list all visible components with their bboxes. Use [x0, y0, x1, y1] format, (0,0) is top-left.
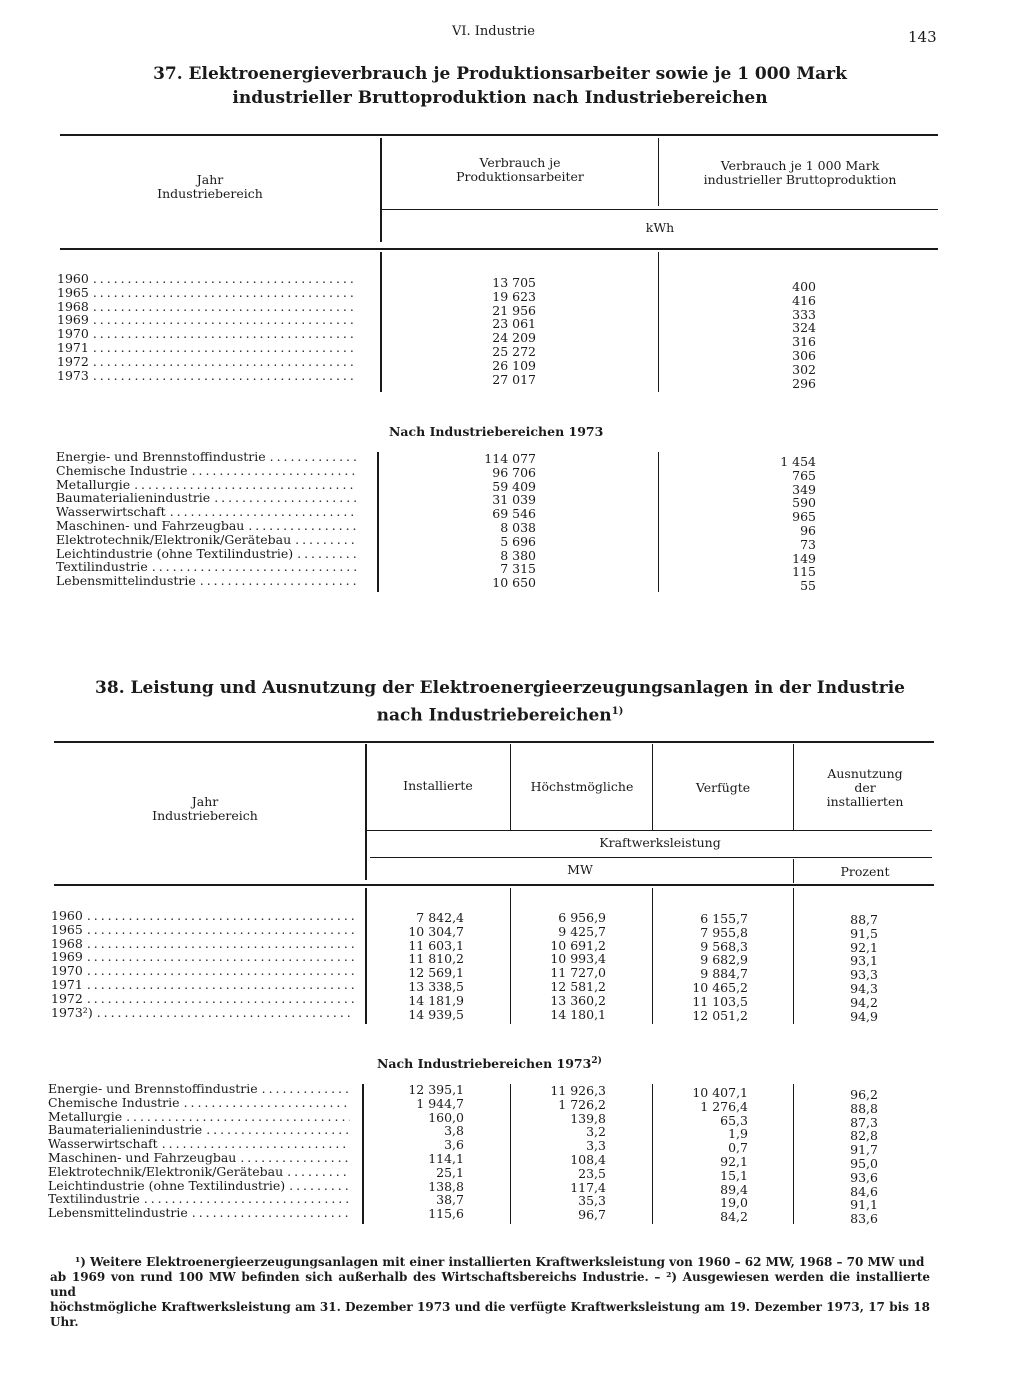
table-cell: 765 — [792, 468, 816, 483]
table-cell: 5 696 — [500, 534, 536, 549]
table-cell: 19 623 — [492, 289, 536, 304]
dot-leader — [93, 327, 357, 341]
dot-leader — [297, 547, 357, 561]
table-cell: 12 581,2 — [550, 979, 606, 994]
dot-leader — [87, 937, 354, 951]
table-37-branch-row — [56, 491, 357, 505]
dot-leader — [134, 478, 357, 492]
dot-leader — [87, 950, 354, 964]
col4-head-line3: installierten — [826, 794, 904, 809]
table-cell: 94,3 — [850, 981, 878, 996]
table-cell: 69 546 — [492, 507, 536, 521]
table-cell: 10 691,2 — [550, 938, 606, 953]
table-cell: 88,7 — [850, 913, 878, 927]
table-38-branch-row — [48, 1151, 350, 1165]
table-38-branch-row-label: Baumaterialienindustrie — [48, 1123, 203, 1138]
table-37-branch-row-label: Textilindustrie — [56, 560, 148, 575]
table-cell: 1 726,2 — [558, 1097, 606, 1112]
table-37-branch-row — [56, 533, 357, 547]
dot-leader — [240, 1151, 350, 1165]
table-38-branch-row-label: Leichtindustrie (ohne Textilindustrie) — [48, 1178, 286, 1193]
table-cell: 115,6 — [428, 1207, 464, 1221]
table-37-year-row-label: 1973 — [57, 368, 89, 383]
table-38-col2-head: Höchstmögliche — [530, 779, 634, 794]
table-cell: 349 — [792, 482, 816, 497]
table-cell: 92,1 — [850, 940, 878, 955]
table-37-branch-row-label: Maschinen- und Fahrzeugbau — [56, 518, 245, 533]
table-37-branch-row — [56, 547, 357, 561]
table-38-branch-row-label: Lebensmittelindustrie — [48, 1206, 188, 1220]
table-cell: 590 — [792, 496, 816, 511]
table-cell: 10 407,1 — [692, 1086, 748, 1100]
table-cell: 23 061 — [492, 317, 536, 332]
table-cell: 96 706 — [492, 465, 536, 480]
table-cell: 108,4 — [570, 1152, 606, 1167]
table-cell: 10 465,2 — [692, 980, 748, 995]
dot-leader — [152, 560, 357, 574]
table-37-branch-row — [56, 450, 357, 464]
table-37-unit: kWh — [645, 220, 675, 235]
table-38-group-head: Kraftwerksleistung — [599, 835, 721, 850]
table-cell: 11 810,2 — [408, 952, 464, 967]
table-cell: 1,9 — [728, 1127, 748, 1142]
table-cell: 24 209 — [492, 331, 536, 345]
table-37-year-row-label: 1968 — [57, 299, 89, 314]
table-cell: 160,0 — [428, 1110, 464, 1125]
table-cell: 139,8 — [570, 1111, 606, 1126]
col4-head-line1: Ausnutzung — [827, 766, 903, 781]
table-cell: 302 — [792, 362, 816, 377]
table-37-branch-col2 — [740, 455, 816, 593]
footnotes — [50, 1255, 930, 1330]
table-37-years-vline-1 — [380, 252, 382, 392]
table-37-branch-labels — [56, 450, 357, 588]
table-38-col4-head — [798, 767, 932, 809]
table-37-branch-row-label: Baumaterialienindustrie — [56, 491, 211, 506]
table-38-stub-head — [95, 795, 315, 823]
dot-leader — [87, 978, 354, 992]
dot-leader — [248, 519, 357, 533]
table-38-year-row — [51, 937, 354, 951]
col2-head-line1: Verbrauch je 1 000 Mark — [720, 158, 880, 173]
dot-leader — [93, 300, 357, 314]
table-37-title — [60, 62, 940, 110]
table-cell: 296 — [792, 376, 816, 391]
table-cell: 89,4 — [720, 1182, 748, 1197]
dot-leader — [93, 286, 357, 300]
table-cell: 6 155,7 — [700, 912, 748, 926]
table-cell: 91,5 — [850, 926, 878, 941]
table-cell: 9 568,3 — [700, 939, 748, 954]
table-38-col1-head: Installierte — [403, 778, 473, 793]
table-38-branch-row — [48, 1096, 350, 1110]
table-37-branch-row-label: Metallurgie — [56, 477, 131, 492]
table-cell: 14 180,1 — [550, 1007, 606, 1022]
table-38-branch-vline-4 — [793, 1084, 794, 1224]
table-37-col2-head — [670, 159, 930, 187]
table-cell: 25,1 — [436, 1165, 464, 1180]
table-cell: 15,1 — [720, 1168, 748, 1183]
table-38-branch-row-label: Energie- und Brennstoffindustrie — [48, 1082, 258, 1096]
dot-leader — [287, 1165, 350, 1179]
table-cell: 25 272 — [492, 344, 536, 359]
table-38-years-vline-1 — [365, 888, 367, 1024]
table-37-year-row — [57, 355, 357, 369]
table-cell: 11 603,1 — [408, 938, 464, 953]
table-cell: 96,7 — [578, 1208, 606, 1222]
dot-leader — [200, 574, 357, 588]
table-38-branch-row-label: Textilindustrie — [48, 1192, 140, 1207]
table-38-years-vline-2 — [510, 888, 511, 1024]
table-cell: 93,3 — [850, 968, 878, 982]
dot-leader — [270, 450, 357, 464]
table-cell: 14 181,9 — [408, 993, 464, 1008]
table-37-subheading: Nach Industriebereichen 1973 — [389, 424, 604, 439]
table-38-year-row-label: 1965 — [51, 922, 83, 937]
table-37-year-col1 — [440, 276, 536, 386]
dot-leader — [93, 369, 357, 383]
dot-leader — [184, 1096, 350, 1110]
table-38-branch-labels — [48, 1082, 350, 1220]
table-38-branch-vline-3 — [652, 1084, 653, 1224]
table-37-branch-row-label: Lebensmittelindustrie — [56, 574, 196, 588]
table-38-title-line2 — [60, 700, 940, 728]
stub-head-year: Jahr — [196, 172, 224, 187]
table-cell: 12 395,1 — [408, 1083, 464, 1097]
table-37-year-row-label: 1972 — [57, 354, 89, 369]
table-cell: 93,1 — [850, 954, 878, 969]
table-cell: 21 956 — [492, 303, 536, 318]
table-cell: 91,1 — [850, 1198, 878, 1213]
table-38-vline-2 — [510, 744, 511, 830]
footnote-line-1: ¹) Weitere Elektroenergieerzeugungsanlagen mit einer installierten Kraftwerksleistung von 1960 – 62 MW, 1968 – 70 MW und — [75, 1255, 925, 1269]
table-cell: 1 276,4 — [700, 1099, 748, 1114]
table-cell: 3,8 — [444, 1124, 464, 1139]
table-cell: 7 315 — [500, 562, 536, 577]
table-cell: 9 884,7 — [700, 967, 748, 981]
table-38-branch-row — [48, 1165, 350, 1179]
table-38-branch-row — [48, 1206, 350, 1220]
table-cell: 23,5 — [578, 1166, 606, 1181]
table-38-years-vline-3 — [652, 888, 653, 1024]
table-38-branch-row — [48, 1179, 350, 1193]
table-cell: 94,2 — [850, 995, 878, 1010]
table-38-year-row-label: 1970 — [51, 964, 83, 978]
table-38-branch-col4 — [810, 1088, 878, 1226]
table-37-unit-rule — [382, 209, 938, 210]
table-cell: 95,0 — [850, 1156, 878, 1171]
footnote-ref-1: 1) — [611, 706, 624, 717]
table-37-year-col2 — [740, 280, 816, 390]
table-38-year-row — [51, 964, 354, 978]
dot-leader — [87, 964, 354, 978]
table-37-years-vline-2 — [658, 252, 659, 392]
table-37-branch-row-label: Leichtindustrie (ohne Textilindustrie) — [56, 546, 294, 561]
table-37-branch-vline-2 — [658, 452, 659, 592]
table-cell: 83,6 — [850, 1212, 878, 1226]
table-cell: 1 454 — [780, 455, 816, 469]
dot-leader — [206, 1123, 350, 1137]
table-cell: 306 — [792, 348, 816, 363]
table-37-year-row — [57, 341, 357, 355]
table-37-branch-row-label: Wasserwirtschaft — [56, 505, 166, 519]
table-38-subheading — [377, 1056, 602, 1071]
table-37-branch-row — [56, 574, 357, 588]
table-cell: 11 103,5 — [692, 994, 748, 1009]
table-cell: 73 — [800, 537, 816, 552]
table-cell: 55 — [800, 579, 816, 593]
table-cell: 1 944,7 — [416, 1096, 464, 1111]
table-38-group-rule — [367, 830, 932, 831]
dot-leader — [170, 505, 357, 519]
table-38-years-vline-4 — [793, 888, 794, 1024]
dot-leader — [262, 1082, 350, 1096]
table-37-top-rule — [60, 134, 938, 136]
dot-leader — [192, 1206, 350, 1220]
table-cell: 114,1 — [428, 1151, 464, 1166]
table-37-year-row — [57, 300, 357, 314]
table-38-branch-row — [48, 1123, 350, 1137]
table-38-branch-vline-1 — [362, 1084, 364, 1224]
table-cell: 96 — [800, 523, 816, 538]
table-38-branch-vline-2 — [510, 1084, 511, 1224]
table-38-year-row — [51, 909, 354, 923]
table-cell: 8 380 — [500, 548, 536, 563]
dot-leader — [192, 464, 357, 478]
table-37-year-row — [57, 313, 357, 327]
table-37-branch-vline-1 — [377, 452, 379, 592]
table-cell: 10 993,4 — [550, 952, 606, 967]
table-37-branch-row-label: Elektrotechnik/Elektronik/Gerätebau — [56, 532, 292, 547]
table-38-branch-row-label: Chemische Industrie — [48, 1095, 180, 1110]
dot-leader — [126, 1110, 350, 1124]
table-cell: 38,7 — [436, 1193, 464, 1208]
table-37-branch-row — [56, 560, 357, 574]
table-cell: 13 705 — [492, 276, 536, 290]
footnote-line-3: höchstmögliche Kraftwerksleistung am 31. Dezember 1973 und die verfügte Kraftwerksleistung am 19. Dezember 1973, 17 bis 18 Uhr. — [50, 1300, 930, 1329]
dot-leader — [93, 272, 357, 286]
table-37-year-row-label: 1969 — [57, 313, 89, 328]
table-38-unit-rule — [370, 857, 932, 858]
table-cell: 8 038 — [500, 520, 536, 535]
table-38-year-row-label: 1972 — [51, 991, 83, 1006]
table-38-branch-row — [48, 1137, 350, 1151]
col1-head-line1: Verbrauch je — [479, 155, 561, 170]
table-38-vline-1 — [365, 744, 367, 880]
dot-leader — [97, 1006, 354, 1020]
table-37-year-row — [57, 369, 357, 383]
table-38-branch-row — [48, 1192, 350, 1206]
table-37-title-line2: industrieller Bruttoproduktion nach Industriebereichen — [232, 88, 768, 108]
footnote-ref-2: 2) — [591, 1056, 602, 1066]
table-38-branch-row-label: Metallurgie — [48, 1109, 123, 1124]
col4-head-line2: der — [854, 780, 876, 795]
table-38-year-row — [51, 978, 354, 992]
dot-leader — [289, 1179, 350, 1193]
table-38-branch-col2 — [520, 1084, 606, 1222]
table-38-branch-row-label: Elektrotechnik/Elektronik/Gerätebau — [48, 1164, 284, 1179]
table-cell: 7 842,4 — [416, 911, 464, 925]
table-cell: 10 650 — [492, 576, 536, 590]
table-cell: 19,0 — [720, 1196, 748, 1211]
table-37-branch-col1 — [440, 452, 536, 590]
table-cell: 12 569,1 — [408, 966, 464, 980]
table-38-year-row-label: 1960 — [51, 909, 83, 923]
table-cell: 91,7 — [850, 1143, 878, 1157]
table-38-unit-percent: Prozent — [840, 864, 890, 879]
table-cell: 3,3 — [586, 1139, 606, 1153]
table-37-year-row-label: 1970 — [57, 327, 89, 341]
table-38-year-col1 — [380, 911, 464, 1021]
dot-leader — [93, 313, 357, 327]
table-cell: 96,2 — [850, 1088, 878, 1102]
table-cell: 0,7 — [728, 1141, 748, 1155]
table-38-branch-col3 — [660, 1086, 748, 1224]
table-cell: 59 409 — [492, 479, 536, 494]
table-cell: 84,6 — [850, 1184, 878, 1199]
table-cell: 82,8 — [850, 1129, 878, 1144]
table-cell: 13 338,5 — [408, 979, 464, 994]
table-37-stub-head — [100, 173, 320, 201]
table-cell: 13 360,2 — [550, 993, 606, 1008]
table-37-year-row-label: 1965 — [57, 285, 89, 300]
table-38-head-rule — [54, 884, 934, 886]
page-number: 143 — [908, 28, 937, 46]
table-38-unit-mw: MW — [567, 862, 593, 877]
table-38-vline-3 — [652, 744, 653, 830]
table-37-vline-1 — [380, 138, 382, 242]
table-cell: 93,6 — [850, 1170, 878, 1185]
table-38-branch-row — [48, 1110, 350, 1124]
table-cell: 10 304,7 — [408, 924, 464, 939]
table-cell: 316 — [792, 335, 816, 349]
table-cell: 9 425,7 — [558, 924, 606, 939]
table-38-year-row-label: 1969 — [51, 950, 83, 965]
table-cell: 400 — [792, 280, 816, 294]
table-cell: 92,1 — [720, 1154, 748, 1169]
table-cell: 12 051,2 — [692, 1008, 748, 1023]
table-37-vline-2 — [658, 138, 659, 206]
table-37-branch-row — [56, 519, 357, 533]
table-38-branch-col1 — [380, 1083, 464, 1221]
table-38-title-line1: 38. Leistung und Ausnutzung der Elektroenergieerzeugungsanlagen in der Industrie — [95, 678, 905, 698]
table-37-branch-row — [56, 464, 357, 478]
table-37-branch-row — [56, 505, 357, 519]
table-38-subheading-text: Nach Industriebereichen 1973 — [377, 1056, 592, 1072]
table-37-year-labels — [57, 272, 357, 382]
table-cell: 14 939,5 — [408, 1007, 464, 1022]
table-38-year-row-label: 1971 — [51, 977, 83, 992]
table-cell: 65,3 — [720, 1113, 748, 1128]
table-38-branch-row — [48, 1082, 350, 1096]
table-38-year-row — [51, 1006, 354, 1020]
dot-leader — [295, 533, 357, 547]
table-cell: 416 — [792, 293, 816, 308]
table-cell: 84,2 — [720, 1210, 748, 1224]
table-38-branch-row-label: Wasserwirtschaft — [48, 1137, 158, 1151]
table-cell: 324 — [792, 321, 816, 336]
table-cell: 94,9 — [850, 1009, 878, 1024]
table-38-year-row — [51, 992, 354, 1006]
table-38-year-row — [51, 923, 354, 937]
col1-head-line2: Produktionsarbeiter — [456, 169, 584, 184]
table-cell: 87,3 — [850, 1115, 878, 1130]
stub-head-branch-38: Industriebereich — [152, 808, 258, 823]
table-37-year-row — [57, 327, 357, 341]
dot-leader — [93, 355, 357, 369]
table-cell: 35,3 — [578, 1194, 606, 1209]
table-38-year-row-label: 1968 — [51, 936, 83, 951]
table-cell: 138,8 — [428, 1179, 464, 1194]
table-cell: 9 682,9 — [700, 953, 748, 968]
table-cell: 149 — [792, 551, 816, 566]
table-38-year-row-label: 1973²) — [51, 1005, 93, 1020]
table-38-branch-row-label: Maschinen- und Fahrzeugbau — [48, 1150, 237, 1165]
footnote-line-2: ab 1969 von rund 100 MW befinden sich außerhalb des Wirtschaftsbereichs Industrie. – ²) Ausgewiesen werden die installierte und — [50, 1270, 930, 1299]
dot-leader — [93, 341, 357, 355]
table-cell: 3,2 — [586, 1125, 606, 1140]
table-38-year-row — [51, 950, 354, 964]
table-cell: 11 926,3 — [550, 1084, 606, 1098]
col2-head-line2: industrieller Bruttoproduktion — [703, 172, 897, 187]
table-37-year-row-label: 1960 — [57, 272, 89, 286]
dot-leader — [87, 909, 354, 923]
table-37-col1-head — [420, 156, 620, 184]
table-38-unit-vline — [793, 859, 794, 883]
table-37-head-rule — [60, 248, 938, 250]
table-cell: 26 109 — [492, 358, 536, 373]
dot-leader — [87, 923, 354, 937]
running-header: VI. Industrie — [452, 24, 535, 39]
table-38-year-labels — [51, 909, 354, 1019]
dot-leader — [162, 1137, 350, 1151]
table-38-year-col4 — [810, 913, 878, 1023]
table-37-year-row — [57, 272, 357, 286]
table-37-branch-row-label: Chemische Industrie — [56, 463, 188, 478]
table-cell: 27 017 — [492, 372, 536, 387]
dot-leader — [87, 992, 354, 1006]
table-38-vline-4 — [793, 744, 794, 830]
table-cell: 117,4 — [570, 1180, 606, 1195]
table-38-year-col2 — [520, 911, 606, 1021]
table-cell: 11 727,0 — [550, 966, 606, 980]
dot-leader — [214, 491, 357, 505]
table-cell: 6 956,9 — [558, 911, 606, 925]
table-cell: 31 039 — [492, 493, 536, 508]
table-37-year-row — [57, 286, 357, 300]
table-38-col3-head: Verfügte — [695, 780, 751, 795]
table-37-year-row-label: 1971 — [57, 340, 89, 355]
table-37-branch-row-label: Energie- und Brennstoffindustrie — [56, 450, 266, 464]
table-cell: 333 — [792, 307, 816, 322]
stub-head-year-38: Jahr — [191, 794, 219, 809]
table-37-branch-row — [56, 478, 357, 492]
table-cell: 88,8 — [850, 1101, 878, 1116]
table-cell: 114 077 — [484, 452, 536, 466]
dot-leader — [144, 1192, 350, 1206]
stub-head-branch: Industriebereich — [157, 186, 263, 201]
table-cell: 3,6 — [444, 1138, 464, 1152]
table-38-title-line2-text: nach Industriebereichen — [376, 705, 612, 726]
table-cell: 115 — [792, 565, 816, 580]
table-37-title-line1: 37. Elektroenergieverbrauch je Produktionsarbeiter sowie je 1 000 Mark — [153, 64, 847, 84]
table-cell: 965 — [792, 510, 816, 524]
table-38-year-col3 — [660, 912, 748, 1022]
table-cell: 7 955,8 — [700, 925, 748, 940]
table-38-top-rule — [54, 741, 934, 743]
table-38-title — [60, 676, 940, 728]
